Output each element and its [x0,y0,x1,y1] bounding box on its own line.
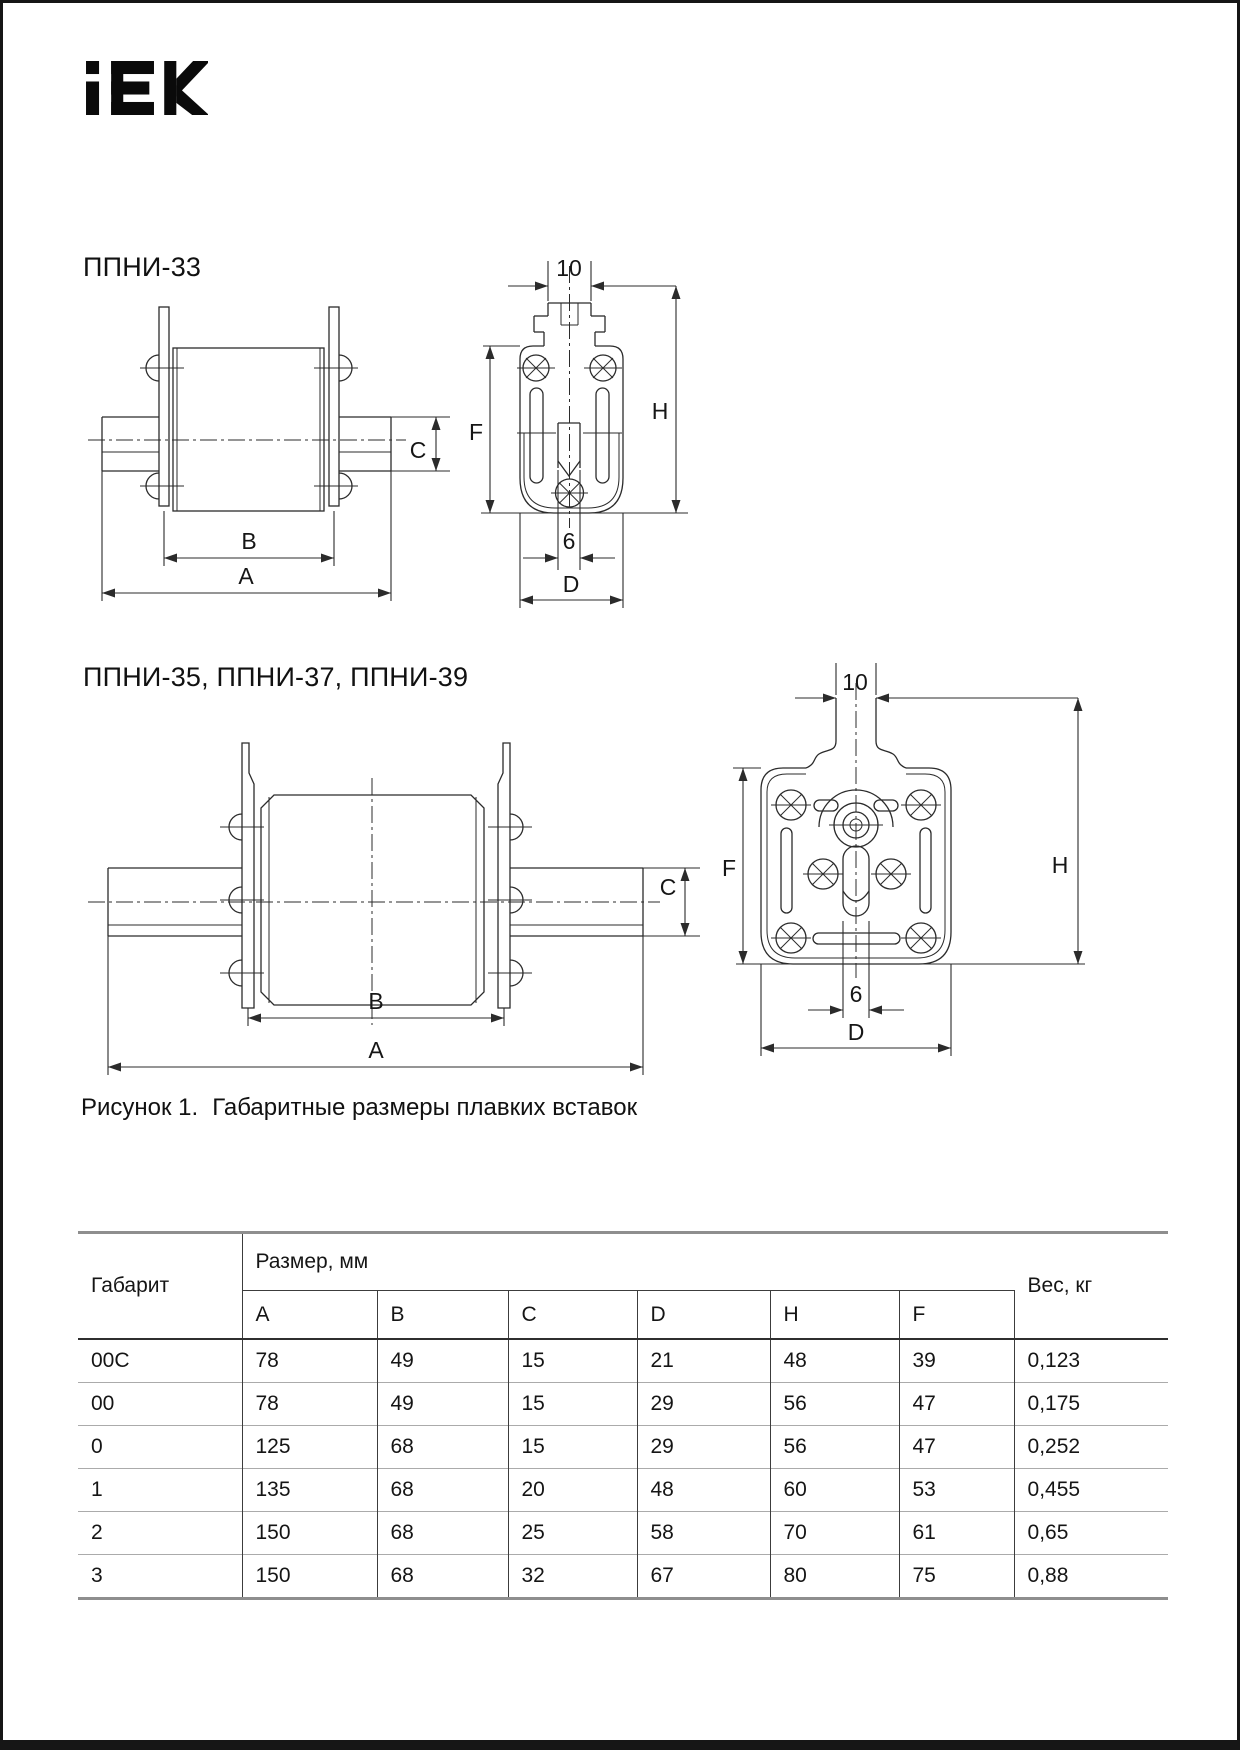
cell-f: 61 [899,1511,1014,1554]
cell-a: 135 [242,1468,377,1511]
dim-label-b: B [368,988,384,1014]
cell-c: 15 [508,1339,637,1382]
cell-weight: 0,252 [1027,1434,1081,1458]
table-col-c: C [508,1291,637,1340]
cell-f: 47 [899,1425,1014,1468]
cell-h: 56 [770,1382,899,1425]
contact-knife-blades-side [102,417,391,471]
cell-a: 150 [242,1554,377,1597]
dimension-f [722,768,761,964]
cell-gabarit: 00 [78,1382,242,1425]
table-header-row-1 [78,1234,1168,1291]
iek-logo [86,61,208,115]
table-header-row-2 [78,1291,1168,1340]
cell-gabarit: 1 [78,1468,242,1511]
table-row-0 [78,1425,1168,1468]
cell-weight: 0,175 [1027,1391,1081,1415]
dim-label-f: F [721,855,737,881]
dim-label-d: D [847,1019,865,1045]
cell-h: 48 [770,1339,899,1382]
cell-weight: 0,88 [1027,1563,1069,1587]
dimensions-table-wrap [78,1231,1168,1600]
cell-a: 78 [242,1382,377,1425]
dimension-blade-width [508,255,676,301]
dim-label-b: B [241,528,257,554]
dimension-b [164,511,334,566]
cell-b: 68 [377,1468,508,1511]
dimension-h [1052,698,1083,964]
dim-label-blade-width: 10 [842,669,868,695]
dimensions-table [78,1234,1168,1597]
table-col-b: B [377,1291,508,1340]
cell-weight: 0,65 [1027,1520,1069,1544]
dim-label-c: C [409,437,427,463]
table-col-f: F [899,1291,1014,1340]
cell-gabarit: 2 [78,1511,242,1554]
cell-c: 15 [508,1425,637,1468]
cell-b: 68 [377,1425,508,1468]
cell-gabarit: 3 [78,1554,242,1597]
cell-weight: 0,123 [1027,1348,1081,1372]
cell-gabarit: 00C [78,1339,242,1382]
cell-gabarit: 0 [78,1425,242,1468]
cell-f: 47 [899,1382,1014,1425]
table-row-00c [78,1339,1168,1382]
fuse-body-front [736,768,1085,964]
table-row-00 [78,1382,1168,1425]
ppni-35-front-view-drawing [703,643,1103,1078]
drawing-title-ppni-33: ППНИ-33 [83,252,202,282]
dimension-blade-width [795,663,1078,703]
table-row-3 [78,1554,1168,1597]
dimension-f [469,346,520,513]
cell-a: 150 [242,1511,377,1554]
dim-label-a: A [238,563,254,589]
table-col-d: D [637,1291,770,1340]
ppni-33-side-view-drawing [88,268,453,608]
dim-label-blade-width: 10 [556,255,582,281]
cell-a: 78 [242,1339,377,1382]
figure-caption [81,1094,637,1122]
cell-c: 25 [508,1511,637,1554]
cell-b: 49 [377,1382,508,1425]
fuse-body-side [220,743,532,1008]
figure-caption-text: Габаритные размеры плавких вставок [212,1094,638,1121]
cell-d: 29 [637,1382,770,1425]
cell-h: 70 [770,1511,899,1554]
iek-logo-letters [86,61,208,115]
cell-b: 49 [377,1339,508,1382]
dim-label-c: C [659,874,677,900]
ppni-35-side-view-drawing [88,703,713,1083]
dim-label-d: D [562,571,580,597]
fuse-body-front [481,346,688,513]
table-header-weight: Вес, кг [1027,1274,1093,1297]
dim-label-h: H [651,398,669,424]
ppni-33-front-view-drawing [453,228,723,618]
dimension-h [652,286,681,513]
table-header-size: Размер, мм [242,1234,1014,1291]
cell-a: 125 [242,1425,377,1468]
figure-caption-label: Рисунок 1. [81,1094,199,1121]
cell-d: 48 [637,1468,770,1511]
dim-label-indicator-width: 6 [562,528,576,554]
dim-label-h: H [1051,852,1069,878]
dimension-c [391,417,450,471]
table-row-2 [78,1511,1168,1554]
cell-d: 58 [637,1511,770,1554]
dimension-b [248,988,504,1026]
dim-label-f: F [468,419,484,445]
table-header-gabarit: Габарит [78,1234,242,1339]
cell-f: 39 [899,1339,1014,1382]
table-row-1 [78,1468,1168,1511]
cell-d: 21 [637,1339,770,1382]
cell-h: 60 [770,1468,899,1511]
table-col-a: A [242,1291,377,1340]
dim-label-a: A [368,1037,384,1063]
drawing-title-ppni-35-37-39: ППНИ-35, ППНИ-37, ППНИ-39 [83,662,469,692]
dim-label-indicator-width: 6 [849,981,863,1007]
cell-d: 29 [637,1425,770,1468]
cell-c: 15 [508,1382,637,1425]
cell-c: 32 [508,1554,637,1597]
cell-h: 56 [770,1425,899,1468]
cell-weight: 0,455 [1027,1477,1081,1501]
cell-f: 53 [899,1468,1014,1511]
cell-h: 80 [770,1554,899,1597]
cell-b: 68 [377,1511,508,1554]
cell-b: 68 [377,1554,508,1597]
cell-f: 75 [899,1554,1014,1597]
fuse-body-side [140,307,358,511]
cell-d: 67 [637,1554,770,1597]
cell-c: 20 [508,1468,637,1511]
table-col-h: H [770,1291,899,1340]
